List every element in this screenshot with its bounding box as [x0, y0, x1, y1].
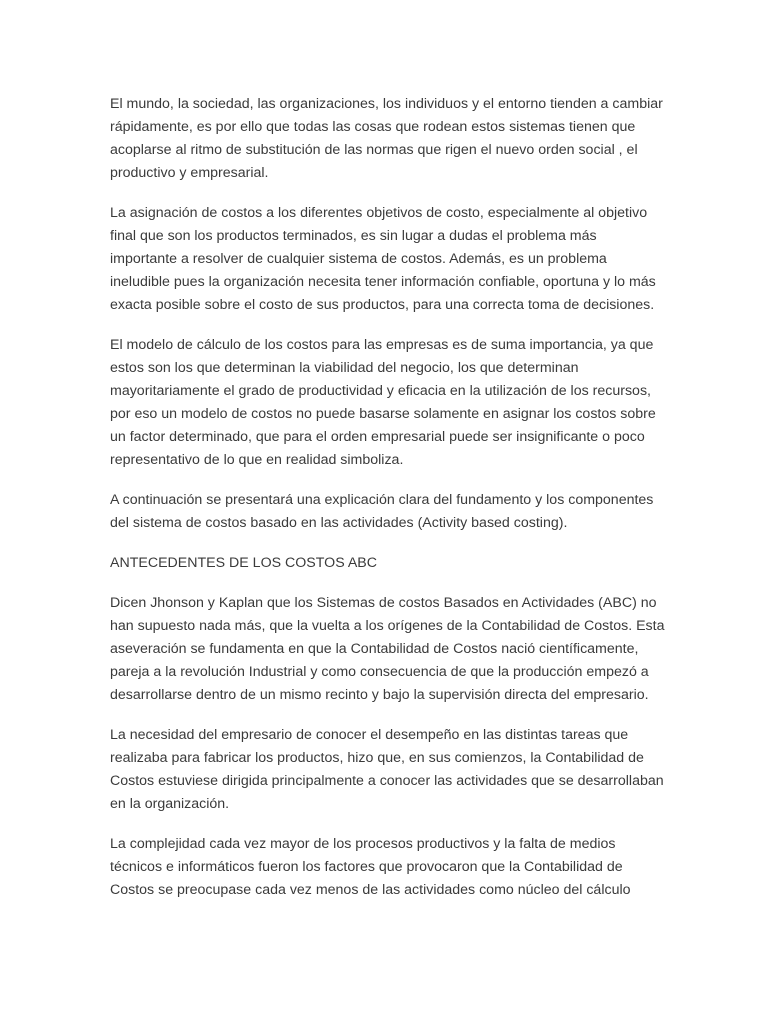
paragraph-cost-allocation: La asignación de costos a los diferentes objetivos de costo, especialmente al objetivo final que son los productos terminados, es sin lugar a dudas el problema más importante a resolver de cualquier sistema de costos. Además, es un problema ineludible pues la organización necesita tener información confiable, oportuna y lo más exacta posible sobre el costo de sus productos, para una correcta toma de decisiones.	[110, 205, 656, 313]
paragraph-complexity: La complejidad cada vez mayor de los procesos productivos y la falta de medios técnicos e informáticos fueron los factores que provocaron que la Contabilidad de Costos se preocupase cada vez menos de las actividades como núcleo del cálculo	[110, 836, 631, 898]
paragraph-intro: El mundo, la sociedad, las organizaciones, los individuos y el entorno tienden a cambiar rápidamente, es por ello que todas las cosas que rodean estos sistemas tienen que acoplarse al ritmo de substitución de las normas que rigen el nuevo orden social , el productivo y empresarial.	[110, 96, 663, 181]
document-body	[110, 93, 666, 919]
paragraph-entrepreneur-need: La necesidad del empresario de conocer el desempeño en las distintas tareas que realizaba para fabricar los productos, hizo que, en sus comienzos, la Contabilidad de Costos estuviese dirigida principalmente a conocer las actividades que se desarrollaban en la organización.	[110, 727, 664, 812]
section-heading: ANTECEDENTES DE LOS COSTOS ABC	[110, 555, 377, 571]
paragraph-johnson-kaplan: Dicen Jhonson y Kaplan que los Sistemas de costos Basados en Actividades (ABC) no han supuesto nada más, que la vuelta a los orígenes de la Contabilidad de Costos. Esta aseveración se fundamenta en que la Contabilidad de Costos nació científicamente, pareja a la revolución Industrial y como consecuencia de que la producción empezó a desarrollarse dentro de un mismo recinto y bajo la supervisión directa del empresario.	[110, 595, 665, 703]
paragraph-abc-intro: A continuación se presentará una explicación clara del fundamento y los componentes del sistema de costos basado en las actividades (Activity based costing).	[110, 492, 654, 531]
paragraph-cost-model: El modelo de cálculo de los costos para las empresas es de suma importancia, ya que estos son los que determinan la viabilidad del negocio, los que determinan mayoritariamente el grado de productividad y eficacia en la utilización de los recursos, por eso un modelo de costos no puede basarse solamente en asignar los costos sobre un factor determinado, que para el orden empresarial puede ser insignificante o poco representativo de lo que en realidad simboliza.	[110, 337, 656, 468]
